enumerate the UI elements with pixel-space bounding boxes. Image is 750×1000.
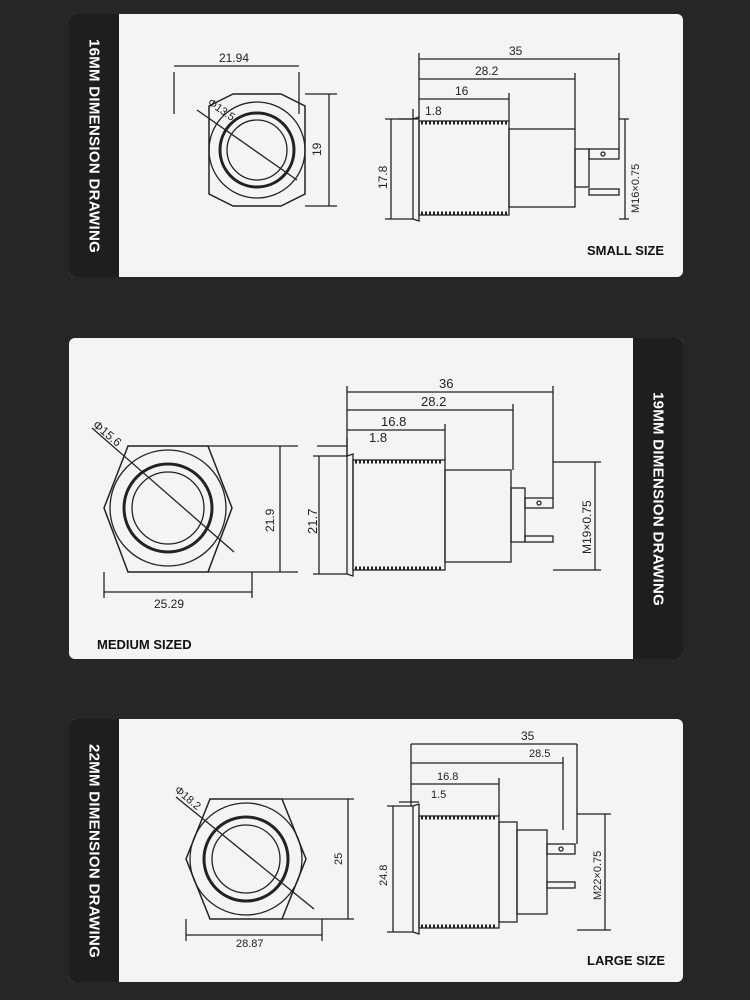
thread-spec-label: M19×0.75 [580,500,594,554]
side-dim-labels [376,39,642,239]
diameter-label: Φ13.5 [205,96,237,124]
head-height-label: 24.8 [378,864,390,886]
title-band [633,338,683,659]
flange-label: 1.8 [425,104,442,118]
head-height-label: 17.8 [376,165,390,189]
overall-length-label: 35 [509,44,523,58]
size-label: MEDIUM SIZED [97,637,192,652]
front-dim-labels [84,408,314,628]
title-band [69,719,119,982]
diameter-label: Φ15.6 [90,417,125,450]
overall-length-label: 35 [521,729,535,743]
size-label: LARGE SIZE [587,953,666,968]
body-length-label: 28.2 [475,64,499,78]
panel-title: 16MM DIMENSION DRAWING [85,38,103,253]
panel-title: 19MM DIMENSION DRAWING [649,391,667,606]
height-label: 19 [310,142,324,156]
thread-length-label: 16.8 [437,771,459,783]
width-label: 28.87 [236,938,264,950]
width-label: 25.29 [154,597,185,611]
height-label: 25 [333,852,345,865]
thread-length-label: 16 [455,84,469,98]
panel-16mm [69,14,683,277]
flange-label: 1.5 [431,789,447,801]
diameter-label: Φ18.2 [172,784,203,813]
title-band [69,14,119,277]
front-dim-labels [164,779,364,959]
side-dim-labels [305,376,609,618]
panel-22mm [69,719,683,982]
thread-length-label: 16.8 [381,414,407,429]
size-label: SMALL SIZE [587,243,665,258]
body-length-label: 28.5 [529,748,551,760]
front-dim-labels [159,44,339,224]
thread-spec-label: M16×0.75 [630,163,642,213]
body-length-label: 28.2 [421,394,447,409]
side-dim-labels [378,729,641,949]
height-label: 21.9 [263,508,277,532]
panel-title: 22MM DIMENSION DRAWING [85,743,103,958]
thread-spec-label: M22×0.75 [592,850,604,900]
head-height-label: 21.7 [305,508,320,534]
width-label: 21.94 [219,51,250,65]
overall-length-label: 36 [439,376,454,391]
flange-label: 1.8 [369,430,388,445]
panel-19mm [69,338,683,659]
